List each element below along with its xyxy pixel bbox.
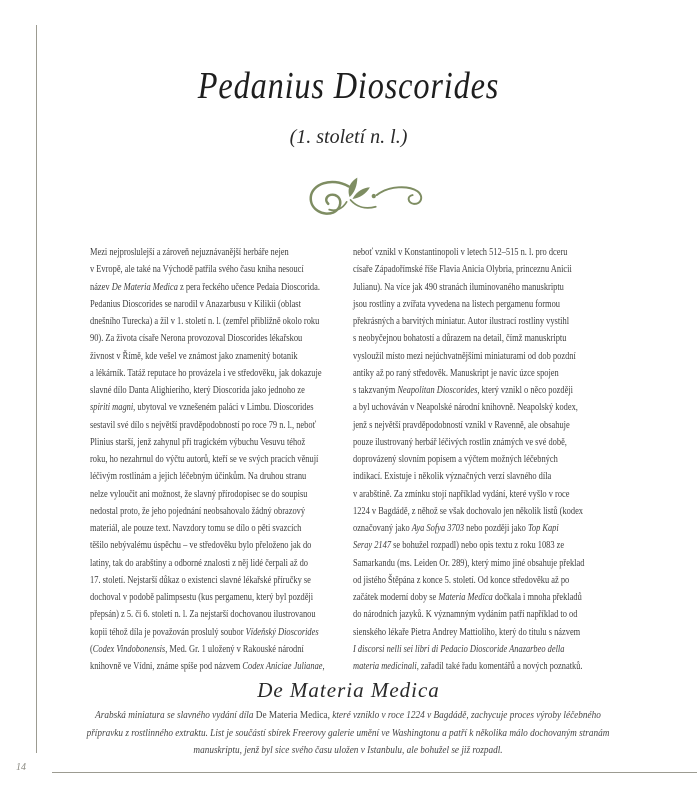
text-line: vysloužil místo mezi nejúchvatnějšími miniaturami od dob pozdní bbox=[353, 350, 576, 362]
text-line: s neobyčejnou bohatostí a důrazem na detail, čímž manuskriptu bbox=[353, 333, 567, 345]
text-line: Julianu). Na více jak 490 stranách iluminovaného manuskriptu bbox=[353, 281, 564, 293]
floral-flourish-icon bbox=[304, 176, 430, 225]
text-line: kopii téhož díla je považován proslulý soubor Vídeňský Dioscorides bbox=[90, 626, 319, 638]
text-line: a byl uchováván v Neapolské národní knihovně. Neapolský kodex, bbox=[353, 402, 578, 414]
text-line: indikací. Existuje i několik význačných verzí slavného díla bbox=[353, 471, 552, 483]
text-line: knihovně ve Vídni, známe spíše pod názvem Codex Aniciae Julianae, bbox=[90, 661, 325, 672]
figure-caption bbox=[66, 707, 629, 760]
text-line: těšilo nebývalému úspěchu – ve středověku bylo přeloženo jak do bbox=[90, 540, 312, 552]
text-line: 17. století. Nejstarší důkaz o existenci slavné lékařské příručky se bbox=[90, 574, 311, 586]
text-line: dnešního Turecka) a žil v 1. století n. l. (zemřel přibližně okolo roku bbox=[90, 316, 320, 327]
text-line: Samarkandu (ms. Leiden Or. 289), který mimo jiné obsahuje překlad bbox=[353, 557, 585, 569]
text-line: doprovázený slovním popisem a výčtem možných léčebných bbox=[353, 454, 558, 465]
text-line: (Codex Vindobonensis, Med. Gr. 1 uložený v Rakouské národní bbox=[90, 643, 304, 655]
text-line: jenž s největší pravděpodobností vznikl v Ravenně, ale obsahuje bbox=[353, 419, 570, 431]
text-column-left bbox=[90, 244, 359, 675]
text-line: Plinius starší, jenž zahynul při tragickém výbuchu Vesuvu téhož bbox=[90, 436, 306, 448]
text-line: přepsán) z 5. či 6. století n. l. Za nejstarší dochovanou ilustrovanou bbox=[90, 609, 316, 621]
text-column-right bbox=[353, 244, 622, 675]
text-line: sienského lékaře Pietra Andrey Mattioliho, který do titulu s názvem bbox=[353, 626, 581, 638]
text-line: manuskriptu, jenž byl sice svého času uložen v Istanbulu, ale bohužel se již rozpadl. bbox=[193, 745, 503, 756]
text-line: nelze vyloučit ani možnost, že slavný přírodopisec se do soupisu bbox=[90, 488, 308, 500]
article-body bbox=[90, 244, 630, 680]
text-line: I discorsi nelli sei libri di Pedacio Dioscoride Anazarbeo della bbox=[353, 643, 565, 655]
page-title: Pedanius Dioscorides bbox=[197, 65, 500, 107]
text-line: nedostal proto, že jeho pojednání neobsahovalo žádný obrazový bbox=[90, 505, 306, 517]
text-line: Pedanius Dioscorides se narodil v Anazarbusu v Kilikii (oblast bbox=[90, 298, 301, 310]
text-line: od jistého Štěpána z konce 5. století. Od konce středověku až po bbox=[353, 574, 570, 586]
text-line: překrásných a barvitých miniatur. Autor ilustrací rostliny vystihl bbox=[353, 316, 570, 327]
text-line: v Evropě, ale také na Východě patřila svého času kniha nesoucí bbox=[90, 264, 304, 276]
page-number: 14 bbox=[16, 762, 26, 773]
text-line: s takzvaným Neapolitan Dioscorides, který vznikl o něco později bbox=[353, 385, 573, 396]
text-line: v arabštině. Za zmínku stojí například vydání, které vyšlo v roce bbox=[353, 488, 570, 500]
title-block bbox=[0, 64, 697, 108]
text-line: císaře Západořímské říše Flavia Anicia Olybria, princeznu Anicii bbox=[353, 264, 572, 276]
text-line: název De Materia Medica z pera řeckého učence Pedaia Dioscorida. bbox=[90, 281, 320, 293]
text-line: do národních jazyků. K významným vydáním patří například to od bbox=[353, 609, 578, 621]
bottom-border-rule bbox=[52, 772, 697, 773]
text-line: živnost v Římě, kde vešel ve známost jako znamenitý botanik bbox=[90, 350, 298, 362]
text-line: přípravku z rostlinného extraktu. List je součástí sbírek Freerovy galerie umění ve Washingtonu a patří k několika málo dochovaným stranám bbox=[86, 727, 610, 739]
text-line: pouze ilustrovaný herbář léčivých rostlin známých ve své době, bbox=[353, 436, 567, 448]
text-line: 1224 v Bagdádě, z něhož se však dochovalo jen několik listů (kodex bbox=[353, 505, 584, 517]
text-line: materia medicinali, zařadil také řadu komentářů a nových poznatků. bbox=[353, 661, 583, 672]
text-line: materiál, ale pouze text. Navzdory tomu se dílo o pěti svazcích bbox=[90, 523, 302, 534]
text-line: spiriti magni, ubytoval ve vznešeném paláci v Limbu. Dioscorides bbox=[90, 402, 314, 414]
text-line: a lékárník. Tatáž reputace ho provázela i ve středověku, jak dokazuje bbox=[90, 367, 322, 379]
text-line: roku, ho nezahrnul do výčtu autorů, kteří se ve svých pracích věnují bbox=[90, 454, 319, 465]
page-subtitle: (1. století n. l.) bbox=[289, 126, 408, 148]
text-line: Seray 2147 se bohužel rozpadl) nebo opis textu z roku 1083 ze bbox=[353, 540, 565, 552]
text-line: jsou rostliny a zvířata vyvedena na listech pergamenu formou bbox=[353, 298, 560, 310]
text-line: 90). Za života císaře Nerona provozoval Dioscorides lékařskou bbox=[90, 333, 303, 345]
text-line: léčivým rostlinám a jejich léčebným účinkům. Na druhou stranu bbox=[90, 471, 307, 483]
text-line: dochoval v podobě palimpsestu (kus pergamenu, který byl později bbox=[90, 592, 314, 603]
text-line: slavné dílo Danta Alighieriho, který Dioscorida jako jednoho ze bbox=[90, 385, 305, 396]
text-line: sestavil své dílo s největší pravděpodobností po roce 79 n. l., neboť bbox=[90, 419, 317, 431]
section-heading: De Materia Medica bbox=[257, 678, 440, 702]
text-line: neboť vznikl v Konstantinopoli v letech 512–515 n. l. pro dceru bbox=[353, 247, 568, 258]
text-line: Mezi nejproslulejší a zároveň nejuznávanější herbáře nejen bbox=[90, 247, 289, 258]
text-line: začátek moderní doby se Materia Medica dočkala i mnoha překladů bbox=[353, 592, 582, 603]
text-line: Arabská miniatura se slavného vydání díla De Materia Medica, které vzniklo v roce 1224 v Bagdádě, zachycuje proces výroby léčebného bbox=[95, 710, 601, 721]
text-line: označovaný jako Aya Sofya 3703 nebo později jako Top Kapi bbox=[353, 523, 559, 534]
text-line: latiny, tak do arabštiny a odborné znalosti z něj lidé čerpali až do bbox=[90, 557, 309, 569]
text-line: antiky až po raný středověk. Manuskript je navíc úzce spojen bbox=[353, 367, 559, 379]
